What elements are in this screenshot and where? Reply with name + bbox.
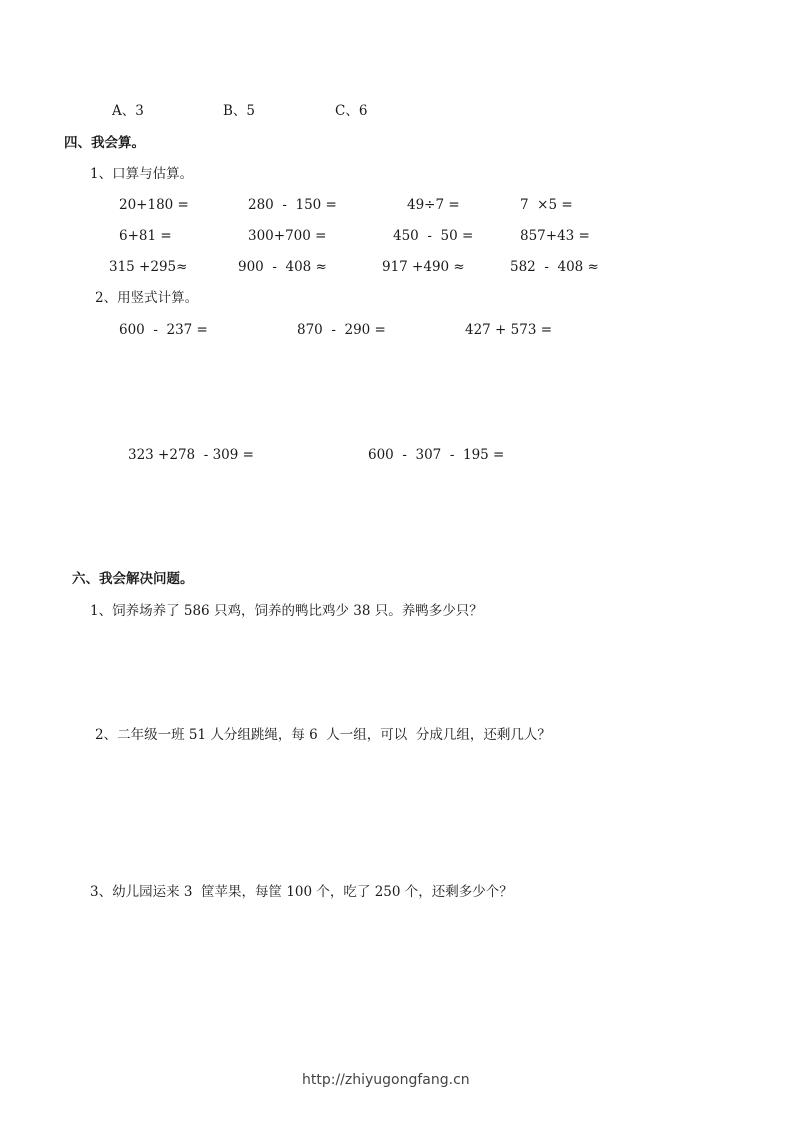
vertical-calc-3: 427 + 573 = [465,322,553,338]
calc-r2c3: 450 - 50 = [393,228,474,244]
section4-sub2: 2、用竖式计算。 [95,290,199,306]
vertical-calc-2: 870 - 290 = [297,322,386,338]
calc-r1c1: 20+180 = [119,197,189,213]
calc-r2c4: 857+43 = [520,228,590,244]
calc-r3c3: 917 +490 ≈ [382,259,465,275]
footer-url: http://zhiyugongfang.cn [302,1072,470,1088]
calc-r1c2: 280 - 150 = [248,197,337,213]
section4-heading: 四、我会算。 [64,135,145,151]
option-c: C、6 [335,103,368,119]
section6-heading: 六、我会解决问题。 [72,571,194,587]
vertical-calc-4: 323 +278 - 309 = [128,447,254,463]
vertical-calc-1: 600 - 237 = [119,322,208,338]
calc-r2c1: 6+81 = [119,228,172,244]
section4-sub1: 1、口算与估算。 [90,166,194,182]
calc-r2c2: 300+700 = [248,228,327,244]
word-problem-3: 3、幼儿园运来 3 筐苹果，每筐 100 个，吃了 250 个，还剩多少个？ [90,884,513,900]
calc-r3c4: 582 - 408 ≈ [510,259,599,275]
option-b: B、5 [223,103,256,119]
calc-r3c1: 315 +295≈ [109,259,188,275]
option-a: A、3 [112,103,144,119]
calc-r1c4: 7 ×5 = [520,197,573,213]
word-problem-1: 1、饲养场养了 586 只鸡，饲养的鸭比鸡少 38 只。养鸭多少只？ [90,603,483,619]
calc-r3c2: 900 - 408 ≈ [238,259,327,275]
calc-r1c3: 49÷7 = [407,197,460,213]
vertical-calc-5: 600 - 307 - 195 = [368,447,505,463]
word-problem-2: 2、二年级一班 51 人分组跳绳，每 6 人一组，可以 分成几组，还剩几人？ [95,727,551,743]
